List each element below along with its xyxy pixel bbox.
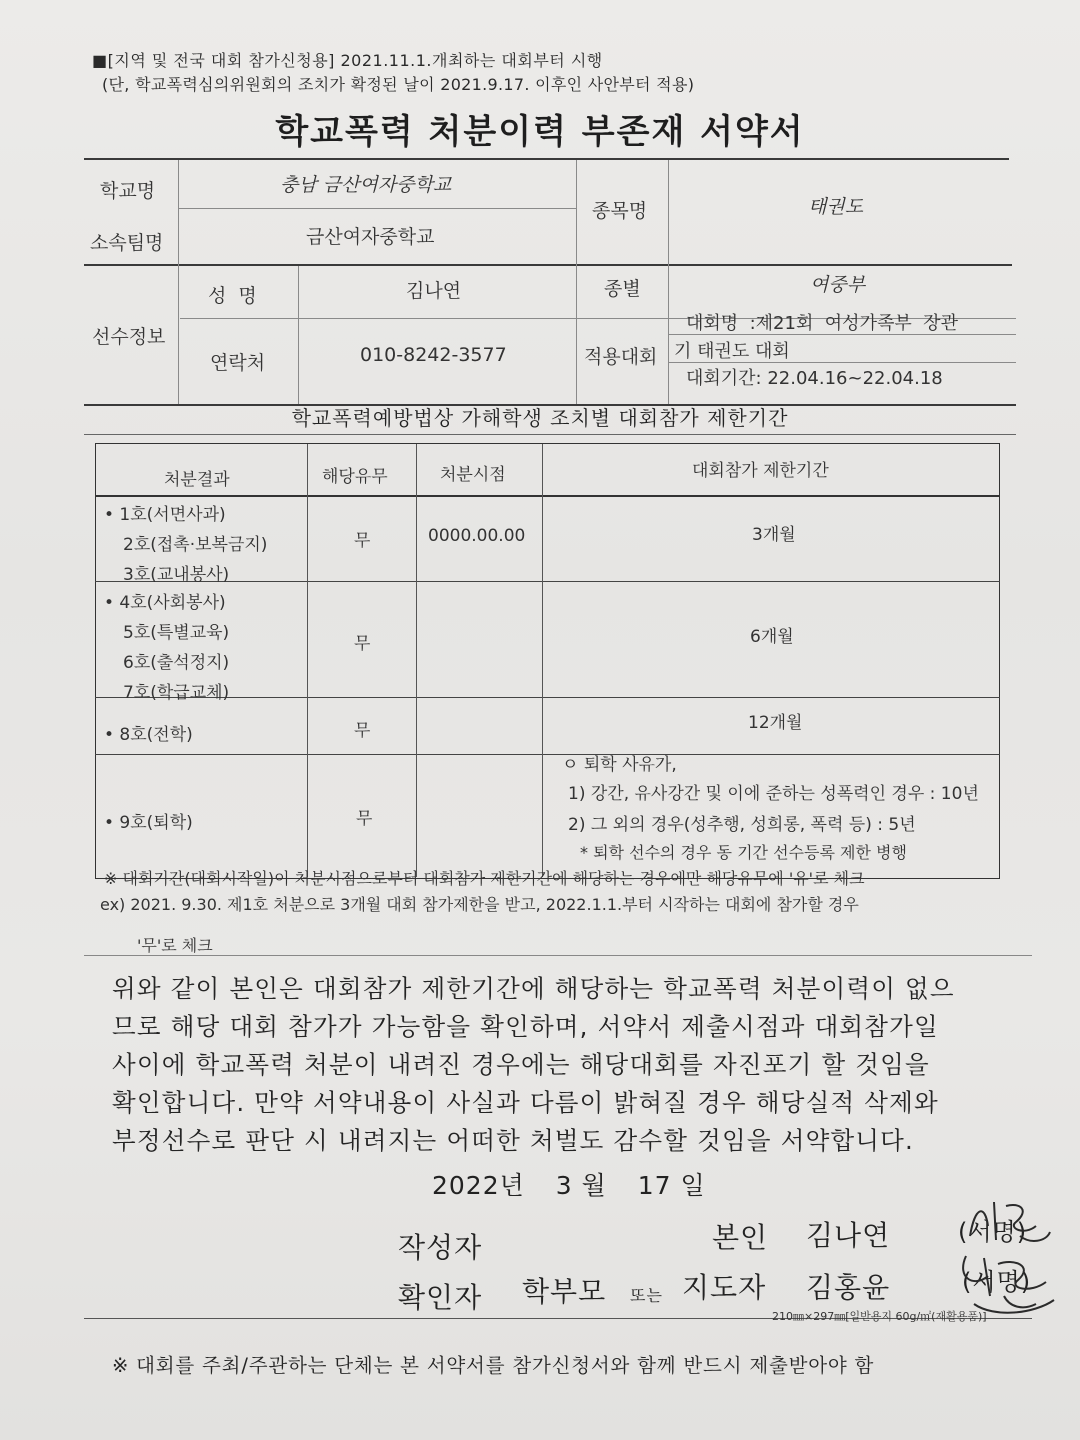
info-col-1 (178, 160, 179, 404)
row4-applicable: 무 (356, 809, 373, 829)
pledge-line-3: 사이에 학교폭력 처분이 내려진 경우에는 해당대회를 자진포기 할 것임을 (112, 1050, 930, 1079)
team-value: 금산여자중학교 (306, 226, 435, 248)
header-period: 대회참가 제한기간 (692, 461, 829, 481)
school-value: 충남 금산여자중학교 (280, 174, 452, 196)
info-col-3 (576, 160, 577, 404)
row3-applicable: 무 (354, 721, 371, 741)
handwritten-signature-1 (950, 1196, 1060, 1256)
row2-applicable: 무 (354, 634, 371, 654)
self-name: 김나연 (806, 1219, 891, 1252)
date-day: 17 일 (637, 1171, 706, 1200)
row2-item-2: 5호(특별교육) (123, 623, 230, 643)
pledge-line-4: 확인합니다. 만약 서약내용이 사실과 다름이 밝혀질 경우 해당실적 삭제와 (112, 1088, 939, 1117)
date-month: 3 월 (555, 1171, 607, 1200)
sport-label: 종목명 (592, 200, 648, 222)
header-line-1: ■[지역 및 전국 대회 참가신청용] 2021.11.1.개최하는 대회부터 시행 (92, 51, 603, 70)
rt-col-2 (416, 444, 417, 877)
pledge-line-1: 위와 같이 본인은 대회참가 제한기간에 해당하는 학교폭력 처분이력이 없으 (112, 974, 955, 1003)
player-info-label: 선수정보 (92, 326, 166, 348)
subtitle-underline (84, 434, 1016, 435)
info-divider-team (84, 264, 1012, 266)
contact-label: 연락처 (210, 352, 266, 374)
confirm-label: 확인자 (398, 1281, 483, 1314)
coach-name: 김홍윤 (806, 1271, 891, 1304)
competition-name-line1: 대회명 :제21회 여성가족부 장관 (686, 313, 958, 334)
self-label: 본인 (712, 1221, 769, 1254)
row-divider-2 (95, 697, 1000, 698)
row3-item-1: • 8호(전학) (104, 725, 193, 745)
date-year: 2022년 (432, 1171, 525, 1200)
competition-name-line2: 기 태권도 대회 (674, 341, 790, 362)
competition-period: 대회기간: 22.04.16~22.04.18 (686, 368, 943, 389)
row1-applicable: 무 (354, 531, 371, 551)
school-label: 학교명 (100, 180, 156, 202)
category-value: 여중부 (810, 274, 866, 296)
rt-col-3 (542, 444, 543, 877)
row4-item-1: • 9호(퇴학) (104, 813, 193, 833)
row1-item-1: • 1호(서면사과) (104, 505, 226, 525)
info-col-2 (298, 266, 299, 404)
row4-period-line-1: ㅇ 퇴학 사유가, (562, 755, 677, 775)
info-table-top-border (84, 158, 1009, 160)
row3-period: 12개월 (748, 713, 803, 733)
row1-item-3: 3호(교내봉사) (123, 565, 230, 585)
team-label: 소속팀명 (90, 232, 164, 254)
document-title: 학교폭력 처분이력 부존재 서약서 (275, 112, 805, 152)
rt-col-1 (307, 444, 308, 877)
row1-period: 3개월 (752, 525, 796, 545)
row1-item-2: 2호(접촉·보복금지) (123, 535, 268, 555)
category-label: 종별 (604, 278, 641, 300)
name-label: 성 명 (208, 285, 257, 307)
row2-item-4: 7호(학급교체) (123, 683, 230, 703)
signature-mark-1: (서명) (958, 1218, 1028, 1246)
header-result: 처분결과 (164, 470, 230, 490)
row2-item-1: • 4호(사회봉사) (104, 593, 226, 613)
restriction-note-3: '무'로 체크 (137, 936, 213, 955)
header-date: 처분시점 (440, 465, 506, 485)
footer-note: ※ 대회를 주최/주관하는 단체는 본 서약서를 참가신청서와 함께 반드시 제출받아야 함 (112, 1354, 875, 1377)
pledge-line-2: 므로 해당 대회 참가가 가능함을 확인하며, 서약서 제출시점과 대회참가일 (112, 1012, 939, 1041)
row1-date: 0000.00.00 (428, 526, 526, 546)
header-applicable: 해당유무 (322, 467, 388, 487)
info-divider-school (178, 208, 576, 209)
info-col-4 (668, 160, 669, 404)
parent-label: 학부모 (522, 1275, 607, 1308)
row-divider-3 (95, 754, 1000, 755)
sport-value: 태권도 (808, 196, 864, 218)
row4-period-line-2: 1) 강간, 유사강간 및 이에 준하는 성폭력인 경우 : 10년 (568, 784, 979, 804)
restriction-note-2: ex) 2021. 9.30. 제1호 처분으로 3개월 대회 참가제한을 받고, 2022.1.1.부터 시작하는 대회에 참가할 경우 (100, 895, 859, 914)
row2-item-3: 6호(출석정지) (123, 653, 230, 673)
name-value: 김나연 (406, 280, 462, 302)
pledge-date (432, 1166, 706, 1202)
row4-period-line-4: * 퇴학 선수의 경우 동 기간 선수등록 제한 병행 (580, 843, 907, 862)
restriction-subtitle: 학교폭력예방법상 가해학생 조치별 대회참가 제한기간 (291, 406, 789, 430)
author-label: 작성자 (398, 1231, 483, 1264)
row4-period-line-3: 2) 그 외의 경우(성추행, 성희롱, 폭력 등) : 5년 (568, 815, 916, 835)
or-label: 또는 (630, 1286, 663, 1305)
restriction-note-1: ※ 대회기간(대회시작일)이 처분시점으로부터 대회참가 제한기간에 해당하는 경우에만 해당유무에 '유'로 체크 (104, 869, 865, 888)
competition-label: 적용대회 (584, 346, 658, 368)
header-line-2: (단, 학교폭력심의위원회의 조치가 확정된 날이 2021.9.17. 이후인 사안부터 적용) (102, 75, 695, 94)
row-divider-1 (95, 581, 1000, 582)
signature-mark-2: (서명) (962, 1268, 1032, 1296)
contact-value: 010-8242-3577 (360, 344, 507, 366)
notes-divider (84, 955, 1032, 956)
coach-label: 지도자 (682, 1271, 767, 1304)
row2-period: 6개월 (750, 627, 794, 647)
pledge-line-5: 부정선수로 판단 시 내려지는 어떠한 처벌도 감수할 것임을 서약합니다. (112, 1126, 915, 1155)
restriction-header-divider (95, 495, 1000, 497)
paper-spec: 210㎜×297㎜[일반용지 60g/㎡(재활용품)] (772, 1310, 987, 1323)
